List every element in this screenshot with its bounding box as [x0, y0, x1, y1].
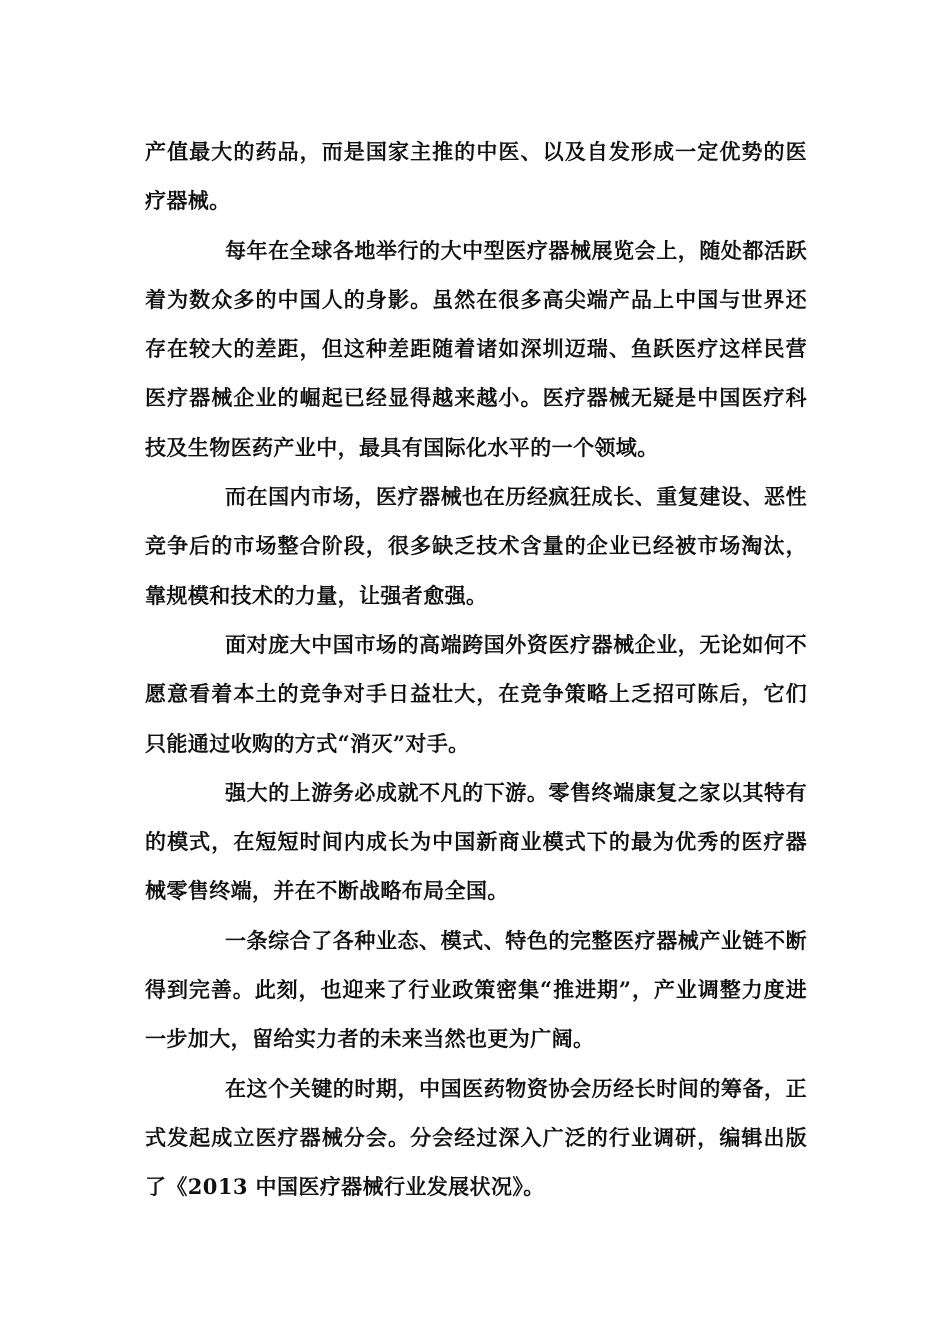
- paragraph-2: 每年在全球各地举行的大中型医疗器械展览会上，随处都活跃着为数众多的中国人的身影。虽然在很多高尖端产品上中国与世界还存在较大的差距，但这种差距随着诸如深圳迈瑞、鱼跃医疗这样民营医疗器械企业的崛起已经显得越来越小。医疗器械无疑是中国医疗科技及生物医药产业中，最具有国际化水平的一个领域。: [145, 237, 807, 460]
- paragraph-5: 强大的上游务必成就不凡的下游。零售终端康复之家以其特有的模式，在短短时间内成长为中国新商业模式下的最为优秀的医疗器械零售终端，并在不断战略布局全国。: [145, 779, 807, 904]
- paragraph-6: 一条综合了各种业态、模式、特色的完整医疗器械产业链不断得到完善。此刻，也迎来了行业政策密集“推进期”，产业调整力度进一步加大，留给实力者的未来当然也更为广阔。: [145, 927, 807, 1052]
- paragraph-3: 而在国内市场，医疗器械也在历经疯狂成长、重复建设、恶性竞争后的市场整合阶段，很多缺乏技术含量的企业已经被市场淘汰，靠规模和技术的力量，让强者愈强。: [145, 484, 807, 608]
- paragraph-1: 产值最大的药品，而是国家主推的中医、以及自发形成一定优势的医疗器械。: [145, 139, 807, 214]
- paragraph-4: 面对庞大中国市场的高端跨国外资医疗器械企业，无论如何不愿意看着本土的竞争对手日益壮大，在竞争策略上乏招可陈后，它们只能通过收购的方式“消灭”对手。: [145, 631, 807, 756]
- document-body: [145, 127, 807, 1212]
- paragraph-7: 在这个关键的时期，中国医药物资协会历经长时间的筹备，正式发起成立医疗器械分会。分会经过深入广泛的行业调研，编辑出版了《2013 中国医疗器械行业发展状况》。: [145, 1075, 807, 1200]
